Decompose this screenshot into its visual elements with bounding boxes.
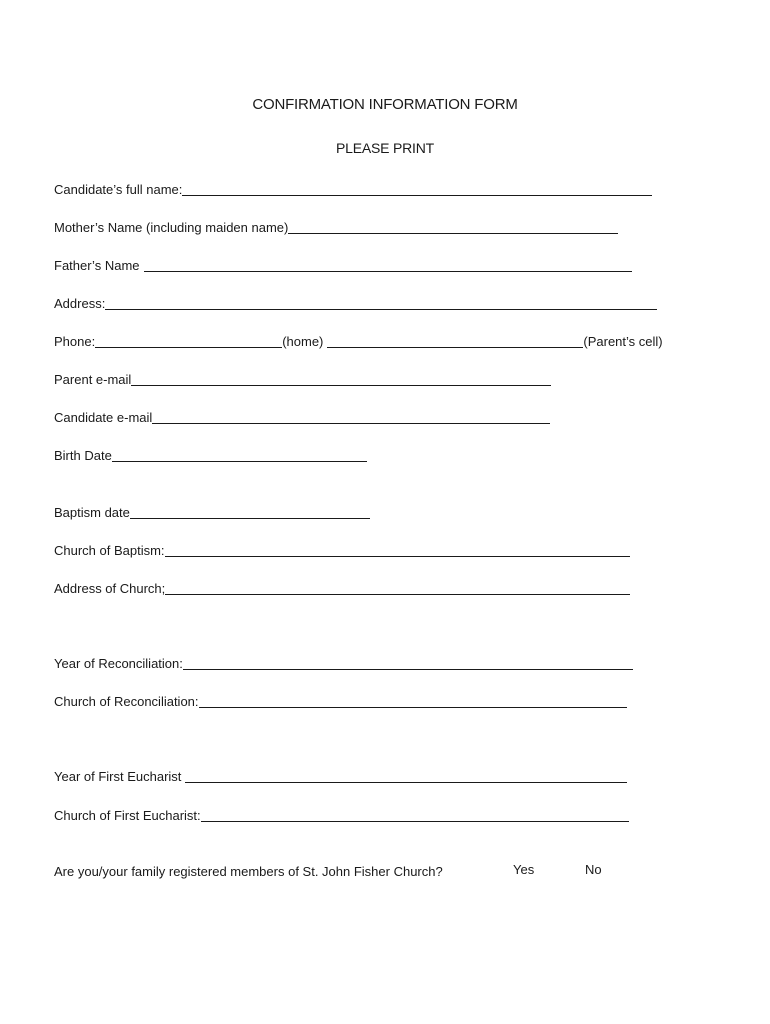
address-of-church-label: Address of Church; (54, 581, 166, 596)
phone-label: Phone: (54, 334, 96, 349)
baptism-date-label: Baptism date (54, 505, 130, 520)
registration-row (54, 862, 443, 880)
candidate-email-label: Candidate e-mail (54, 410, 153, 425)
phone-row (54, 332, 663, 350)
phone-home-field[interactable] (95, 333, 282, 348)
church-of-first-eucharist-row (54, 806, 629, 824)
church-of-reconciliation-label: Church of Reconciliation: (54, 694, 199, 709)
address-field[interactable] (105, 295, 657, 310)
registration-yes-option[interactable]: Yes (513, 862, 535, 877)
form-title: CONFIRMATION INFORMATION FORM (252, 96, 518, 113)
mother-name-label: Mother’s Name (including maiden name) (54, 220, 289, 235)
registration-no-option[interactable]: No (585, 862, 602, 877)
church-of-first-eucharist-field[interactable] (201, 807, 629, 822)
father-name-row (54, 256, 632, 274)
church-of-reconciliation-field[interactable] (199, 693, 627, 708)
address-of-church-field[interactable] (165, 580, 630, 595)
year-of-first-eucharist-label: Year of First Eucharist (54, 769, 182, 784)
parent-email-label: Parent e-mail (54, 372, 132, 387)
year-of-reconciliation-field[interactable] (183, 655, 633, 670)
parent-email-field[interactable] (131, 371, 551, 386)
year-of-reconciliation-label: Year of Reconciliation: (54, 656, 183, 671)
year-of-first-eucharist-row (54, 767, 627, 785)
birth-date-field[interactable] (112, 447, 367, 462)
candidate-name-label: Candidate’s full name: (54, 182, 183, 197)
baptism-date-row (54, 503, 370, 521)
phone-parent-cell-field[interactable] (327, 333, 583, 348)
church-of-baptism-row (54, 541, 630, 559)
mother-name-field[interactable] (288, 219, 618, 234)
form-subtitle: PLEASE PRINT (336, 140, 434, 156)
baptism-date-field[interactable] (130, 504, 370, 519)
church-of-baptism-label: Church of Baptism: (54, 543, 165, 558)
church-of-first-eucharist-label: Church of First Eucharist: (54, 808, 201, 823)
candidate-name-row (54, 180, 652, 198)
birth-date-row (54, 446, 367, 464)
address-label: Address: (54, 296, 106, 311)
father-name-label: Father’s Name (54, 258, 140, 273)
mother-name-row (54, 218, 618, 236)
birth-date-label: Birth Date (54, 448, 112, 463)
church-of-baptism-field[interactable] (165, 542, 630, 557)
registration-question: Are you/your family registered members of St. John Fisher Church? (54, 864, 443, 879)
year-of-reconciliation-row (54, 654, 633, 672)
address-of-church-row (54, 579, 630, 597)
year-of-first-eucharist-field[interactable] (185, 768, 627, 783)
phone-parent-cell-label: (Parent’s cell) (583, 334, 663, 349)
parent-email-row (54, 370, 551, 388)
candidate-name-field[interactable] (182, 181, 652, 196)
father-name-field[interactable] (144, 257, 632, 272)
candidate-email-field[interactable] (152, 409, 550, 424)
church-of-reconciliation-row (54, 692, 627, 710)
phone-home-label: (home) (282, 334, 324, 349)
address-row (54, 294, 657, 312)
candidate-email-row (54, 408, 550, 426)
